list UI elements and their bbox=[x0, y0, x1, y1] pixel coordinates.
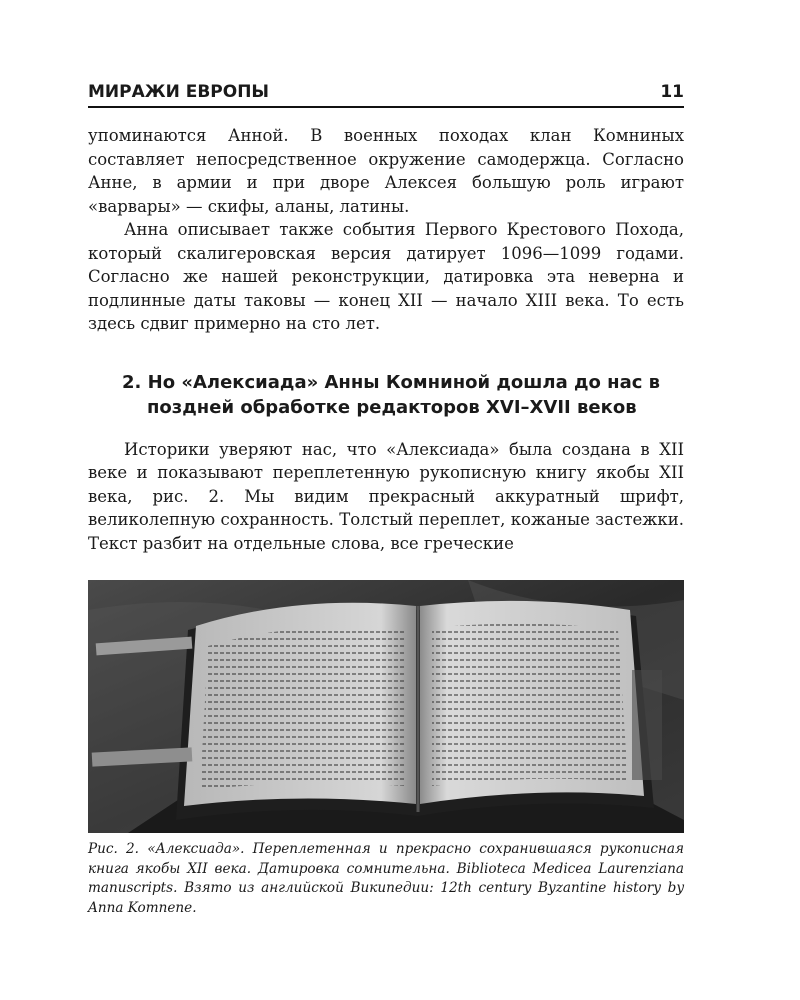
page-number: 11 bbox=[660, 82, 684, 102]
section-heading: 2. Но «Алексиада» Анны Комниной дошла до нас в поздней обработке редакторов XVI–XVII веков bbox=[122, 371, 661, 418]
manuscript-photo bbox=[88, 580, 684, 833]
open-book-image bbox=[88, 580, 684, 833]
figure-caption: Рис. 2. «Алексиада». Переплетенная и прекрасно сохранившаяся рукописная книга якобы XII века. Датировка сомнительна. Biblioteca Medicea Laurenziana manuscripts. Взято из английской Википедии: 12th century Byzantine history by Anna Komnene. bbox=[88, 841, 684, 916]
page-content bbox=[88, 82, 684, 555]
body-paragraph-1: упоминаются Анной. В военных походах клан Комниных составляет непосредственное окружение самодержца. Согласно Анне, в армии и при дворе Алексея большую роль играют «варвары» — скифы, аланы, латины. bbox=[88, 126, 684, 216]
running-header bbox=[88, 82, 684, 108]
body-paragraph-2: Анна описывает также события Первого Крестового Похода, который скалигеровская версия датирует 1096—1099 годами. Согласно же нашей реконструкции, датировка эта неверна и подлинные даты таковы — конец XII — начало XIII века. То есть здесь сдвиг примерно на сто лет. bbox=[88, 220, 684, 333]
running-title: МИРАЖИ ЕВРОПЫ bbox=[88, 82, 270, 102]
body-paragraph-3: Историки уверяют нас, что «Алексиада» была создана в XII веке и показывают переплетенную рукописную книгу якобы XII века, рис. 2. Мы видим прекрасный аккуратный шрифт, великолепную сохранность. Толстый переплет, кожаные застежки. Текст разбит на отдельные слова, все греческие bbox=[88, 439, 684, 553]
